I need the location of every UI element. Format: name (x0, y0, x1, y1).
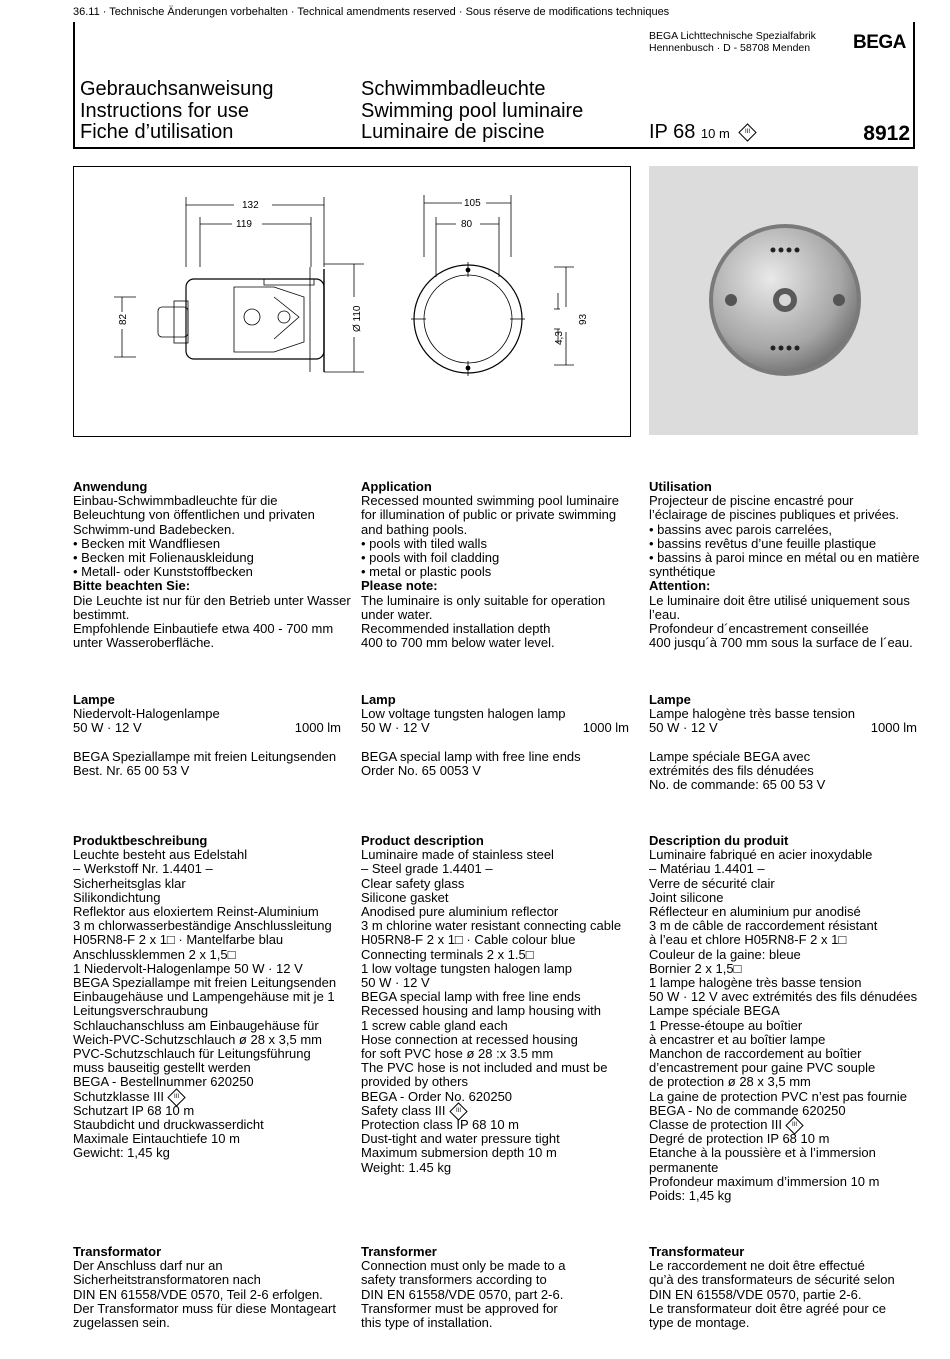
text-line: BEGA - Bestellnummer 620250 (73, 1074, 254, 1090)
document-titles (80, 79, 273, 144)
text-line: H05RN8-F 2 x 1□ · Mantelfarbe blau (73, 932, 284, 948)
text-line: Clear safety glass (361, 875, 465, 891)
text-line: 1 Niedervolt-Halogenlampe 50 W · 12 V (73, 960, 303, 976)
text-line: Schutzklasse III III (73, 1090, 353, 1104)
text-line: BEGA - Order No. 620250 (361, 1088, 513, 1104)
text-line: safety transformers according to (361, 1272, 547, 1288)
manufacturer-location: Hennenbusch · D - 58708 Menden (649, 42, 811, 54)
text-line: Profondeur maximum d’immersion 10 m (649, 1173, 880, 1189)
text-line: Poids: 1,45 kg (649, 1188, 732, 1204)
transformer-fr (649, 1245, 929, 1330)
text-line: qu’à des transformateurs de sécurité selon (649, 1272, 895, 1288)
product-title-en: Swimming pool luminaire (361, 99, 584, 122)
text-line: BEGA - No de commande 620250 (649, 1102, 846, 1118)
text-line: this type of installation. (361, 1315, 493, 1331)
text-line: Connection must only be made to a (361, 1258, 566, 1274)
dim-4-3: 4,3 (554, 331, 565, 345)
text-line: Sicherheitsglas klar (73, 875, 186, 891)
dim-132: 132 (242, 200, 259, 211)
text-line: – Matériau 1.4401 – (649, 861, 765, 877)
text-line: Verre de sécurité clair (649, 875, 775, 891)
product-description-en (361, 834, 641, 1175)
text-line: Silikondichtung (73, 889, 161, 905)
text-line: 1 Presse-étoupe au boîtier (649, 1017, 803, 1033)
transformer-de (73, 1245, 353, 1330)
application-fr: Utilisation Projecteur de piscine encastré pour l’éclairage de piscines publiques et privées. • bassins avec parois carrelées, • bassins revêtus d’une feuille plastique • bassins à paroi mince en métal ou en matière synthétique Attention: Le luminaire doit être utilisé uniquement sous l’eau. Profondeur d´encastrement conseillée 400 jusqu´à 700 mm sous la surface de l´eau. (649, 479, 920, 651)
text-line: Anschlussklemmen 2 x 1,5□ (73, 946, 236, 962)
application-en: Application Recessed mounted swimming pool luminaire for illumination of public or private swimming and bathing pools. • pools with tiled walls • pools with foil cladding • metal or plastic pools Please note: The luminaire is only suitable for operation under water. Recommended installation depth 400 to 700 mm below water level. (361, 479, 619, 651)
text-line: Recessed housing and lamp housing with (361, 1003, 601, 1019)
dim-119: 119 (236, 219, 252, 230)
doc-title-en: Instructions for use (80, 99, 249, 122)
text-line: Le raccordement ne doit être effectué (649, 1258, 865, 1274)
text-line: à l’eau et chlore H05RN8-F 2 x 1□ (649, 932, 847, 948)
text-line: Gewicht: 1,45 kg (73, 1145, 170, 1161)
text-line: Safety class III III (361, 1104, 641, 1118)
technical-drawing (73, 166, 631, 437)
text-line: DIN EN 61558/VDE 0570, partie 2-6. (649, 1286, 862, 1302)
product-description-de (73, 834, 353, 1161)
safety-class-icon: III (739, 124, 757, 142)
section-heading: Description du produit (649, 833, 789, 848)
text-line: Weich-PVC-Schutzschlauch ø 28 x 3,5 mm (73, 1031, 323, 1047)
text-line: DIN EN 61558/VDE 0570, Teil 2-6 erfolgen. (73, 1286, 323, 1302)
text-line: Anodised pure aluminium reflector (361, 904, 559, 920)
text-line: for soft PVC hose ø 28 :x 3.5 mm (361, 1046, 554, 1062)
ip-rating (649, 121, 754, 144)
revision-line: 36.11 · Technische Änderungen vorbehalten · Technical amendments reserved · Sous réserve de modifications techniques (73, 6, 670, 18)
ip-depth: 10 m (700, 126, 730, 141)
text-line: 3 m chlorwasserbeständige Anschlussleitung (73, 918, 332, 934)
text-line: Leitungsverschraubung (73, 1003, 209, 1019)
product-title-fr: Luminaire de piscine (361, 121, 545, 143)
text-line: Joint silicone (649, 889, 724, 905)
text-line: Le transformateur doit être agréé pour ce (649, 1300, 887, 1316)
text-line: 3 m chlorine water resistant connecting cable (361, 918, 622, 934)
text-line: 1 screw cable gland each (361, 1017, 508, 1033)
product-description-fr (649, 834, 929, 1203)
text-line: Réflecteur en aluminium pur anodisé (649, 904, 861, 920)
brand-logo: BEGA (853, 32, 906, 53)
text-line: Dust-tight and water pressure tight (361, 1131, 560, 1147)
text-line: – Steel grade 1.4401 – (361, 861, 493, 877)
text-line: Couleur de la gaine: bleue (649, 946, 801, 962)
section-heading: Product description (361, 833, 484, 848)
doc-title-fr: Fiche d’utilisation (80, 121, 234, 143)
text-line: BEGA special lamp with free line ends (361, 989, 581, 1005)
text-line: Luminaire fabriqué en acier inoxydable (649, 847, 873, 863)
text-line: de protection ø 28 x 3,5 mm (649, 1074, 811, 1090)
text-line: Protection class IP 68 10 m (361, 1117, 520, 1133)
ip-rating-value: IP 68 (649, 121, 696, 143)
doc-title-de: Gebrauchsanweisung (80, 78, 274, 100)
text-line: BEGA Speziallampe mit freien Leitungsenden (73, 975, 337, 991)
product-titles (361, 79, 583, 144)
product-title-de: Schwimmbadleuchte (361, 78, 546, 100)
text-line: La gaine de protection PVC n’est pas fournie (649, 1088, 908, 1104)
text-line: 1 lampe halogène très basse tension (649, 975, 862, 991)
text-line: Degré de protection IP 68 10 m (649, 1131, 830, 1147)
text-line: Maximale Eintauchtiefe 10 m (73, 1131, 240, 1147)
text-line: d’encastrement pour gaine PVC souple (649, 1060, 876, 1076)
lamp-en: Lamp Low voltage tungsten halogen lamp 50 W · 12 V 1000 lm BEGA special lamp with free line ends Order No. 65 0053 V (361, 692, 629, 779)
text-line: 1 low voltage tungsten halogen lamp (361, 960, 573, 976)
text-line: Luminaire made of stainless steel (361, 847, 554, 863)
text-line: Lampe spéciale BEGA (649, 1003, 780, 1019)
text-line: permanente (649, 1159, 719, 1175)
product-photo (649, 166, 918, 435)
safety-class-icon: III (167, 1088, 185, 1106)
text-line: H05RN8-F 2 x 1□ · Cable colour blue (361, 932, 576, 948)
text-line: Leuchte besteht aus Edelstahl (73, 847, 248, 863)
lamp-fr: Lampe Lampe halogène très basse tension 50 W · 12 V 1000 lm Lampe spéciale BEGA avec extrémités des fils dénudées No. de commande: 65 00 53 V (649, 692, 917, 793)
dim-93: 93 (578, 313, 589, 325)
text-line: Transformer must be approved for (361, 1300, 558, 1316)
text-line: The PVC hose is not included and must be (361, 1060, 608, 1076)
text-line: à encastrer et au boîtier lampe (649, 1031, 826, 1047)
dim-105: 105 (464, 198, 481, 209)
text-line: Manchon de raccordement au boîtier (649, 1046, 862, 1062)
text-line: Weight: 1.45 kg (361, 1159, 452, 1175)
text-line: provided by others (361, 1074, 468, 1090)
transformer-en (361, 1245, 641, 1330)
application-de: Anwendung Einbau-Schwimmbadleuchte für die Beleuchtung von öffentlichen und privaten Schwimm-und Badebecken. • Becken mit Wandfliesen • Becken mit Folienauskleidung • Metall- oder Kunststoffbecken Bitte beachten Sie: Die Leuchte ist nur für den Betrieb unter Wasser bestimmt. Empfohlende Einbautiefe etwa 400 - 700 mm unter Wasseroberfläche. (73, 479, 351, 651)
text-line: muss bauseitig gestellt werden (73, 1060, 251, 1076)
dimension-drawing (74, 167, 630, 436)
text-line: Sicherheitstransformatoren nach (73, 1272, 261, 1288)
text-line: Etanche à la poussière et à l’immersion (649, 1145, 876, 1161)
text-line: zugelassen sein. (73, 1315, 170, 1331)
text-line: Reflektor aus eloxiertem Reinst-Aluminium (73, 904, 319, 920)
text-line: Schutzart IP 68 10 m (73, 1102, 195, 1118)
section-heading: Transformator (73, 1244, 162, 1259)
dim-80: 80 (461, 219, 473, 230)
manufacturer-address (649, 30, 816, 54)
text-line: Connecting terminals 2 x 1.5□ (361, 946, 534, 962)
article-number: 8912 (863, 122, 910, 145)
text-line: Staubdicht und druckwasserdicht (73, 1117, 264, 1133)
safety-class-icon: III (785, 1116, 803, 1134)
safety-class-icon: III (449, 1102, 467, 1120)
text-line: Der Transformator muss für diese Montageart (73, 1300, 336, 1316)
text-line: Classe de protection III III (649, 1118, 929, 1132)
text-line: – Werkstoff Nr. 1.4401 – (73, 861, 213, 877)
text-line: Hose connection at recessed housing (361, 1031, 578, 1047)
text-line: Einbaugehäuse und Lampengehäuse mit je 1 (73, 989, 335, 1005)
text-line: Der Anschluss darf nur an (73, 1258, 223, 1274)
lamp-de: Lampe Niedervolt-Halogenlampe 50 W · 12 V 1000 lm BEGA Speziallampe mit freien Leitungsenden Best. Nr. 65 00 53 V (73, 692, 341, 779)
text-line: Bornier 2 x 1,5□ (649, 960, 742, 976)
text-line: PVC-Schutzschlauch für Leitungsführung (73, 1046, 311, 1062)
text-line: Maximum submersion depth 10 m (361, 1145, 557, 1161)
text-line: Silicone gasket (361, 889, 449, 905)
section-heading: Transformer (361, 1244, 437, 1259)
section-heading: Transformateur (649, 1244, 745, 1259)
text-line: 50 W · 12 V (361, 975, 430, 991)
dim-110: Ø 110 (352, 305, 363, 332)
section-heading: Produktbeschreibung (73, 833, 208, 848)
text-line: 50 W · 12 V avec extrémités des fils dénudées (649, 989, 918, 1005)
text-line: type de montage. (649, 1315, 750, 1331)
text-line: DIN EN 61558/VDE 0570, part 2-6. (361, 1286, 564, 1302)
text-line: 3 m de câble de raccordement résistant (649, 918, 878, 934)
text-line: Schlauchanschluss am Einbaugehäuse für (73, 1017, 319, 1033)
manufacturer-name: BEGA Lichttechnische Spezialfabrik (649, 30, 816, 42)
luminaire-image (649, 166, 918, 435)
dim-82: 82 (118, 313, 129, 325)
